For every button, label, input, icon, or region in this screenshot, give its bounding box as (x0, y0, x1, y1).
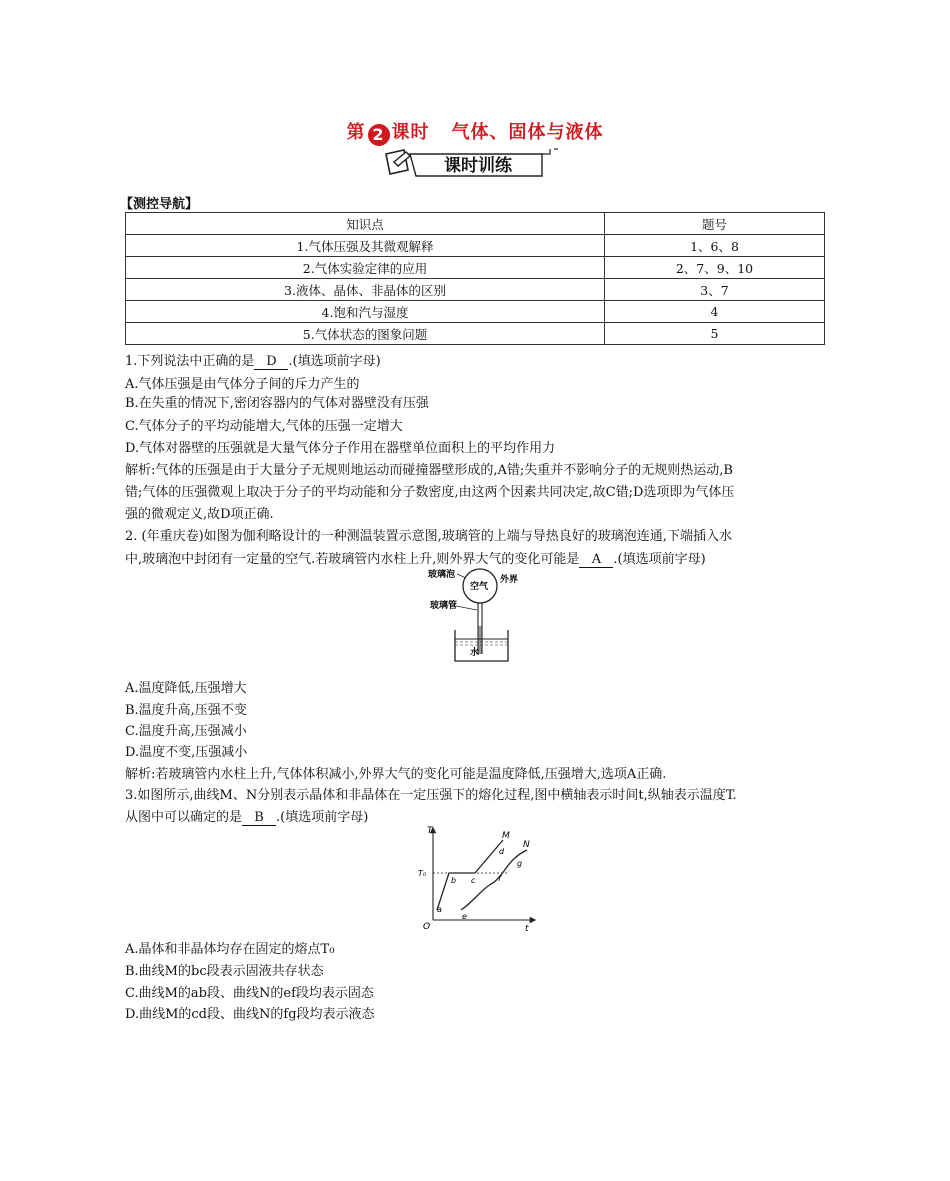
label-tube: 玻璃管 (430, 601, 458, 611)
point-label: e (462, 912, 467, 921)
q3-option-a: A.晶体和非晶体均存在固定的熔点T₀ (125, 942, 335, 957)
point-label: a (437, 905, 442, 914)
point-label: c (471, 876, 476, 885)
point-label: d (499, 847, 505, 856)
section-banner (382, 146, 562, 180)
guide-table (125, 212, 825, 345)
q2-stem-tail: .(填选项前字母) (613, 552, 706, 567)
table-cell: 5.气体状态的图象问题 (126, 323, 605, 345)
q1-answer: D (254, 354, 288, 370)
title-prefix: 第 (346, 122, 366, 143)
table-cell: 2.气体实验定律的应用 (126, 257, 605, 279)
q2-option-c: C.温度升高,压强减小 (125, 724, 247, 739)
q2-option-a: A.温度降低,压强增大 (125, 681, 247, 696)
q3-option-c: C.曲线M的ab段、曲线N的ef段均表示固态 (125, 986, 374, 1001)
label-air: 空气 (470, 582, 489, 592)
q1-option-a: A.气体压强是由气体分子间的斥力产生的 (125, 377, 360, 392)
table-cell: 1、6、8 (605, 235, 825, 257)
axis-x-label: t (525, 924, 529, 934)
q3-stem-tail: .(填选项前字母) (276, 810, 369, 825)
table-row (126, 279, 825, 301)
q3-option-d: D.曲线M的cd段、曲线N的fg段均表示液态 (125, 1007, 375, 1022)
q2-stem-line1: 2. (年重庆卷)如图为伽利略设计的一种测温装置示意图,玻璃管的上端与导热良好的玻璃泡连通,下端插入水 (125, 529, 732, 544)
thermometer-figure (420, 566, 530, 666)
q1-analysis-line: 错;气体的压强微观上取决于分子的平均动能和分子数密度,由这两个因素共同决定,故C错;D选项即为气体压 (125, 485, 735, 500)
q1-option-b: B.在失重的情况下,密闭容器内的气体对器壁没有压强 (125, 396, 429, 411)
table-cell: 5 (605, 323, 825, 345)
label-water: 水 (470, 648, 480, 658)
q2-stem-line2 (125, 548, 706, 568)
table-cell: 4 (605, 301, 825, 323)
point-label: b (451, 876, 457, 885)
q2-analysis: 解析:若玻璃管内水柱上升,气体体积减小,外界大气的变化可能是温度降低,压强增大,选项A正确. (125, 767, 667, 782)
table-row (126, 301, 825, 323)
q1-stem (125, 350, 381, 370)
banner-label: 课时训练 (444, 156, 512, 176)
q3-option-b: B.曲线M的bc段表示固液共存状态 (125, 964, 324, 979)
curve-m (437, 840, 503, 910)
column-header: 题号 (605, 213, 825, 235)
table-cell: 1.气体压强及其微观解释 (126, 235, 605, 257)
point-label: g (517, 859, 523, 868)
lesson-number-badge: 2 (368, 124, 390, 146)
q1-option-c: C.气体分子的平均动能增大,气体的压强一定增大 (125, 419, 403, 434)
page-title (0, 118, 950, 146)
table-row (126, 323, 825, 345)
q2-answer: A (579, 552, 613, 568)
q1-option-d: D.气体对器壁的压强就是大量气体分子作用在器壁单位面积上的平均作用力 (125, 441, 556, 456)
q2-stem-text: 中,玻璃泡中封闭有一定量的空气.若玻璃管内水柱上升,则外界大气的变化可能是 (125, 552, 580, 567)
table-cell: 4.饱和汽与湿度 (126, 301, 605, 323)
pencil-note-icon (386, 150, 410, 174)
title-suffix: 课时 (391, 122, 430, 143)
point-label: f (498, 874, 501, 883)
guide-heading: 【测控导航】 (120, 197, 199, 212)
table-cell: 3.液体、晶体、非晶体的区别 (126, 279, 605, 301)
q1-analysis-line: 解析:气体的压强是由于大量分子无规则地运动而碰撞器壁形成的,A错;失重并不影响分子的无规则热运动,B (125, 463, 733, 478)
q3-stem-line2 (125, 806, 368, 826)
origin-label: O (423, 922, 431, 932)
table-cell: 2、7、9、10 (605, 257, 825, 279)
table-cell: 3、7 (605, 279, 825, 301)
axis-y-label: T (427, 826, 433, 836)
title-topic: 气体、固体与液体 (451, 122, 604, 143)
q1-stem-text: 1.下列说法中正确的是 (125, 354, 255, 369)
table-row (126, 235, 825, 257)
table-row (126, 257, 825, 279)
q2-option-d: D.温度不变,压强减小 (125, 745, 248, 760)
table-header-row (126, 213, 825, 235)
label-outside: 外界 (500, 575, 519, 585)
q3-stem-line1: 3.如图所示,曲线M、N分别表示晶体和非晶体在一定压强下的熔化过程,图中横轴表示时间t,纵轴表示温度T. (125, 788, 737, 803)
label-bulb: 玻璃泡 (428, 570, 456, 580)
q3-stem-text: 从图中可以确定的是 (125, 810, 243, 825)
curve-m-label: M (502, 831, 510, 841)
q1-analysis-line: 强的微观定义,故D项正确. (125, 507, 274, 522)
q3-answer: B (242, 810, 276, 826)
melting-curve-figure (415, 824, 540, 934)
q1-stem-tail: .(填选项前字母) (288, 354, 381, 369)
t0-label: T₀ (418, 869, 427, 878)
curve-n-label: N (523, 840, 530, 850)
column-header: 知识点 (126, 213, 605, 235)
q2-option-b: B.温度升高,压强不变 (125, 703, 247, 718)
